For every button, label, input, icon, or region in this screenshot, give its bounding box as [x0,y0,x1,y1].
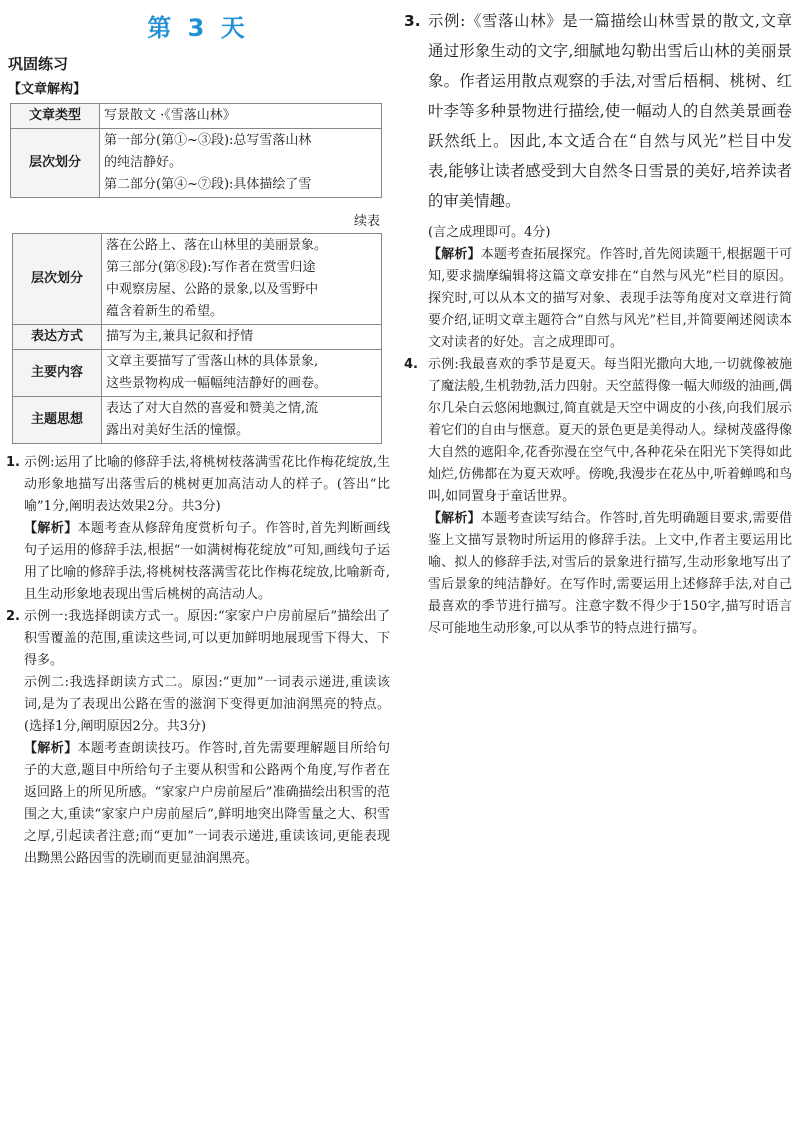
answer-text: 示例:运用了比喻的修辞手法,将桃树枝落满雪花比作梅花绽放,生动形象地描写出落雪后的桃树更加高洁动人的样子。(答出“比喻”1分,阐明表达效果2分。共3分) [24,455,390,514]
row-content [102,234,382,325]
content-line: 文章主要描写了雪落山林的具体景象, [106,354,319,369]
answer-text: 示例一:我选择朗读方式一。原因:“家家户户房前屋后”描绘出了积雪覆盖的范围,重读这些词,可以更加鲜明地展现雪下得大、下得多。 [24,609,390,668]
table-row [11,129,382,198]
row-content: 写景散文 ·《雪落山林》 [100,104,382,129]
right-column [404,0,792,640]
content-line: 表达了对大自然的喜爱和赞美之情,流 [106,401,319,416]
content-line: 中观察房屋、公路的景象,以及雪野中 [106,282,319,297]
table-row [13,397,382,444]
row-content [100,129,382,198]
analysis-text: 本题考查朗读技巧。作答时,首先需要理解题目所给句子的大意,题目中所给句子主要从积雪和公路两个角度,写作者在返回路上的所见所感。“家家户户房前屋后”准确描绘出积雪的范围之大,重读“家家户户房前屋后”,鲜明地突出降雪量之大、积雪之厚,引起读者注意;而“更加”一词表示递进,重读该词,更能表现出黝黑公路因雪的洗刷而更显油润黑亮。 [24,741,390,866]
row-content [102,350,382,397]
table-row [13,350,382,397]
article-structure-table-continued [12,233,382,444]
answer-text: 示例:《雪落山林》是一篇描绘山林雪景的散文,文章通过形象生动的文字,细腻地勾勒出雪后山林的美丽景象。作者运用散点观察的手法,对雪后梧桐、桃树、红叶李等多种景物进行描绘,使一幅动人的自然美景画卷跃然纸上。因此,本文适合在“自然与风光”栏目中发表,能够让读者感受到大自然冬日雪景的美好,培养读者的审美情趣。 [428,12,792,210]
content-line: 蕴含着新生的希望。 [106,304,224,319]
row-label: 主要内容 [13,350,102,397]
answer-1 [6,452,390,606]
analysis-tag: 【解析】 [428,511,481,526]
answer-number: 4. [404,357,418,372]
answer-text: 示例:我最喜欢的季节是夏天。每当阳光撒向大地,一切就像被施了魔法般,生机勃勃,活力四射。天空蓝得像一幅大师级的油画,偶尔几朵白云悠闲地飘过,简直就是天空中调皮的小孩,向我们展示着它们的自由与惬意。夏天的景色更是美得动人。绿树茂盛得像大自然的遮阳伞,花香弥漫在空气中,各种花朵在阳光下笑得如此灿烂,仿佛都在为夏天欢呼。傍晚,我漫步在花丛中,听着蝉鸣和鸟叫,如同置身于童话世界。 [428,357,793,504]
answer-number: 1. [6,455,20,470]
table-row [13,234,382,325]
left-column [6,0,390,870]
answer-3-analysis [404,222,792,354]
analysis-text: 本题考查从修辞角度赏析句子。作答时,首先判断画线句子运用的修辞手法,根据“一如满树梅花绽放”可知,画线句子运用了比喻的修辞手法,将桃树枝落满雪花比作梅花绽放,比喻新奇,且生动形象地表现出雪后桃树的高洁动人。 [24,521,390,602]
content-line: 第一部分(第①~③段):总写雪落山林 [104,133,312,148]
row-label: 文章类型 [11,104,100,129]
continued-label: 续表 [353,214,380,229]
row-content [102,397,382,444]
row-label: 表达方式 [13,325,102,350]
answer-2 [6,606,390,870]
answer-number: 3. [404,12,421,30]
row-label: 层次划分 [11,129,100,198]
answer-4 [404,354,792,640]
article-structure-table [10,103,382,198]
row-label: 主题思想 [13,397,102,444]
content-line: 这些景物构成一幅幅纯洁静好的画卷。 [106,376,328,391]
page-title: 第 3 天 [147,14,249,42]
answer-3 [404,6,792,216]
table-row [13,325,382,350]
table-row [11,104,382,129]
analysis-text: 本题考查拓展探究。作答时,首先阅读题干,根据题干可知,要求揣摩编辑将这篇文章安排在“自然与风光”栏目的原因。探究时,可以从本文的描写对象、表现手法等角度对文章进行简要介绍,证明文章主题符合“自然与风光”栏目,并简要阐述阅读本文对读者的好处。言之成理即可。 [428,247,792,350]
content-line: 落在公路上、落在山林里的美丽景象。 [106,238,328,253]
content-line: 露出对美好生活的憧憬。 [106,423,250,438]
analysis-tag: 【解析】 [24,521,78,536]
row-label: 层次划分 [13,234,102,325]
score-note: (言之成理即可。4分) [428,225,551,240]
content-line: 第三部分(第⑧段):写作者在赏雪归途 [106,260,316,275]
answer-number: 2. [6,609,20,624]
analysis-text: 本题考查读写结合。作答时,首先明确题目要求,需要借鉴上文描写景物时所运用的修辞手法。上文中,作者主要运用比喻、拟人的修辞手法,对雪后的景象进行描写,生动形象地写出了雪后景象的纯洁静好。在写作时,需要运用上述修辞手法,对自己最喜欢的季节进行描写。注意字数不得少于150字,描写时语言尽可能地生动形象,可以从季节的特点进行描写。 [428,511,792,636]
section-title: 巩固练习 [8,55,69,73]
content-line: 的纯洁静好。 [104,155,183,170]
row-content: 描写为主,兼具记叙和抒情 [102,325,382,350]
analysis-tag: 【解析】 [24,741,78,756]
subsection-title: 【文章解构】 [8,82,87,97]
content-line: 第二部分(第④~⑦段):具体描绘了雪 [104,177,312,192]
analysis-tag: 【解析】 [428,247,481,262]
answer-text: 示例二:我选择朗读方式二。原因:“更加”一词表示递进,重读该词,是为了表现出公路在雪的滋润下变得更加油润黑亮的特点。(选择1分,阐明原因2分。共3分) [24,675,390,734]
